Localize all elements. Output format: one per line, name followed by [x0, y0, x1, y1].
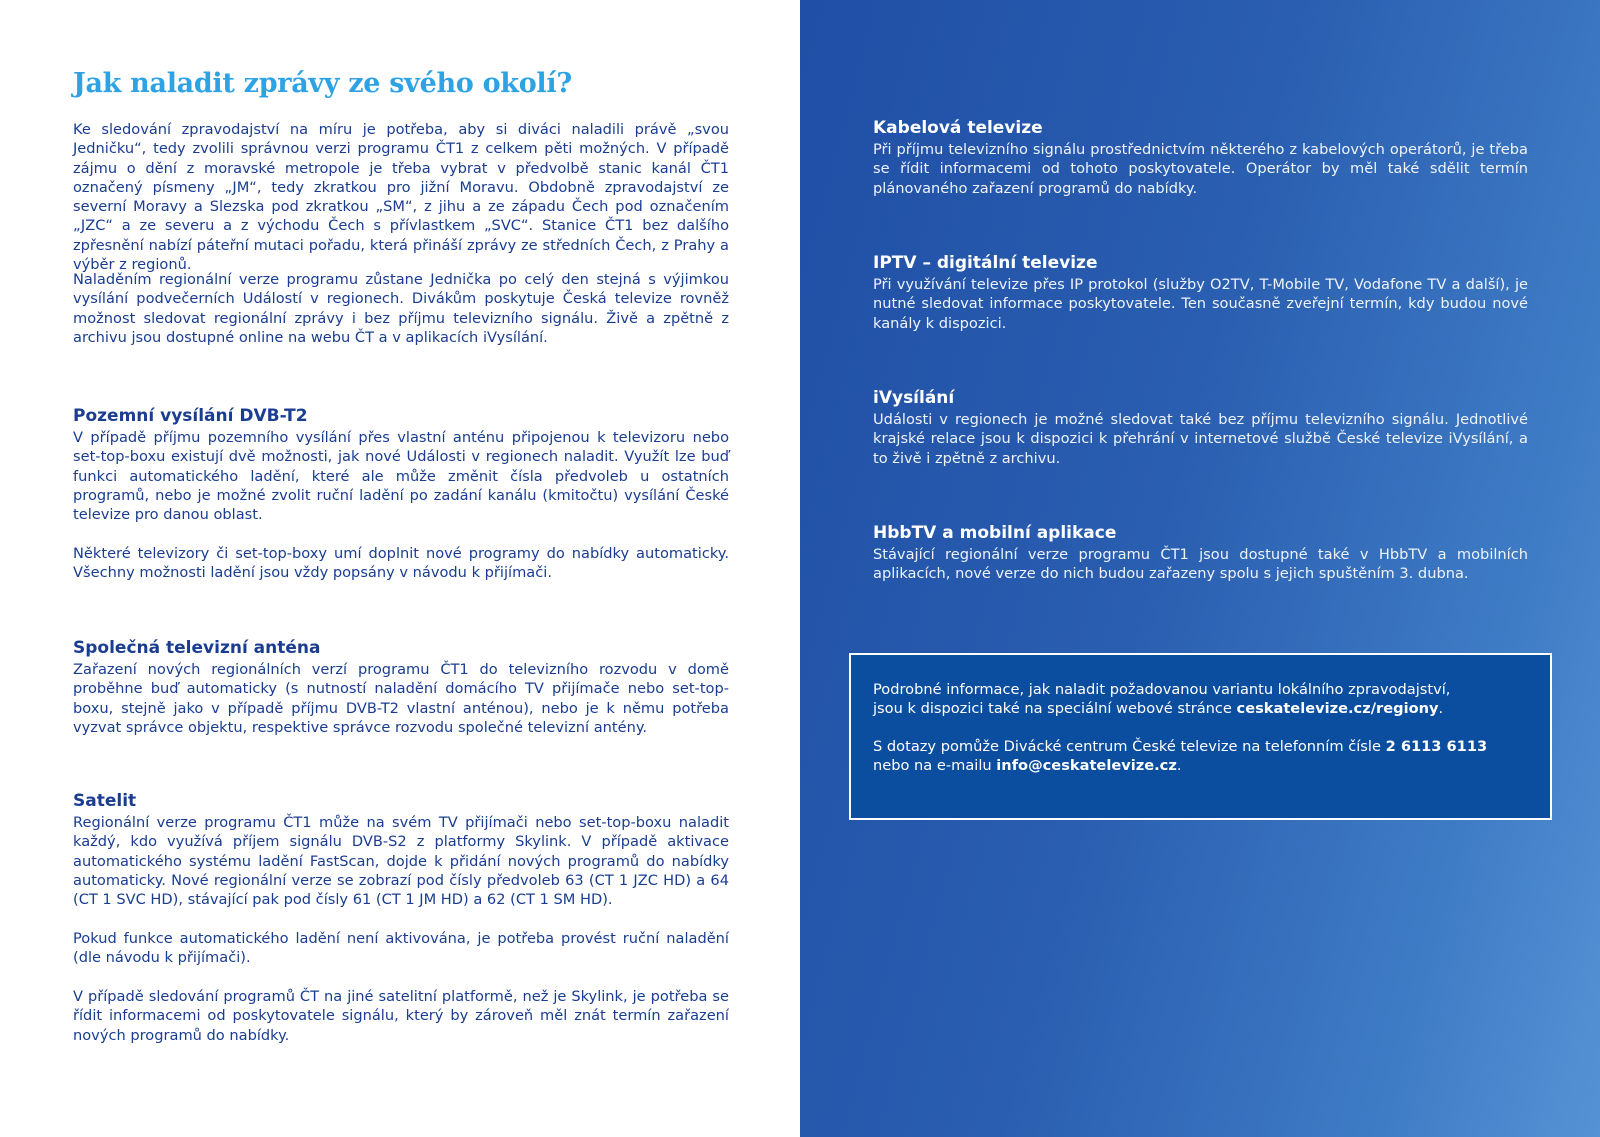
hbbtv-heading: HbbTV a mobilní aplikace	[873, 523, 1117, 543]
dvbt2-paragraph-2: Některé televizory či set-top-boxy umí doplnit nové programy do nabídky automaticky. Všechny možnosti ladění jsou vždy popsány v návodu k přijímači.	[73, 545, 729, 582]
website-link[interactable]: ceskatelevize.cz/regiony	[1236, 700, 1439, 717]
cable-paragraph: Při příjmu televizního signálu prostřednictvím některého z kabelových operátorů, je třeba se řídit informacemi od tohoto poskytovatele. Operátor by měl také sdělit termín plánovaného zařazení programů do nabídky.	[873, 141, 1528, 197]
info-line-2-end: .	[1438, 700, 1444, 717]
info-line-4-end: .	[1176, 757, 1182, 774]
ivysilani-paragraph: Události v regionech je možné sledovat také bez příjmu televizního signálu. Jednotlivé krajské relace jsou k dispozici k přehrání v internetové službě České televize iVysílání, a to živě i zpětně z archivu.	[873, 411, 1528, 467]
info-line-3-text: S dotazy pomůže Divácké centrum České televize na telefonním čísle	[873, 738, 1386, 755]
info-line-2	[873, 699, 1533, 718]
cable-heading: Kabelová televize	[873, 118, 1043, 138]
info-line-1: Podrobné informace, jak naladit požadovanou variantu lokálního zpravodajství,	[873, 681, 1451, 698]
info-line-4-text: nebo na e-mailu	[873, 757, 997, 774]
ivysilani-heading: iVysílání	[873, 388, 955, 408]
hbbtv-paragraph: Stávající regionální verze programu ČT1 jsou dostupné také v HbbTV a mobilních aplikacích, nové verze do nich budou zařazeny spolu s jejich spuštěním 3. dubna.	[873, 546, 1528, 583]
info-line-4	[873, 756, 1533, 775]
satelit-paragraph-2: Pokud funkce automatického ladění není aktivována, je potřeba provést ruční naladění (dle návodu k přijímači).	[73, 930, 729, 967]
intro-paragraph-2: Naladěním regionální verze programu zůstane Jednička po celý den stejná s výjimkou vysílání podvečerních Událostí v regionech. Divákům poskytuje Česká televize rovněž možnost sledovat regionální zprávy i bez příjmu televizního signálu. Živě a zpětně z archivu jsou dostupné online na webu ČT a v aplikacích iVysílání.	[73, 271, 729, 346]
email-link[interactable]: info@ceskatelevize.cz	[996, 757, 1177, 774]
phone-number[interactable]: 2 6113 6113	[1385, 738, 1488, 755]
satelit-heading: Satelit	[73, 791, 137, 811]
iptv-heading: IPTV – digitální televize	[873, 253, 1098, 273]
info-line-2-text: jsou k dispozici také na speciální webové stránce	[873, 700, 1237, 717]
satelit-paragraph-1: Regionální verze programu ČT1 může na svém TV přijímači nebo set-top-boxu naladit každý, kdo využívá příjem signálu DVB-S2 z platformy Skylink. V případě aktivace automatického systému ladění FastScan, dojde k přidání nových programů do nabídky automaticky. Nové regionální verze se zobrazí pod čísly předvoleb 63 (CT 1 JZC HD) a 64 (CT 1 SVC HD), stávající pak pod čísly 61 (CT 1 JM HD) a 62 (CT 1 SM HD).	[73, 814, 729, 909]
page-title: Jak naladit zprávy ze svého okolí?	[73, 68, 572, 99]
satelit-paragraph-3: V případě sledování programů ČT na jiné satelitní platformě, než je Skylink, je potřeba se řídit informacemi od poskytovatele signálu, který by zároveň měl znát termín zařazení nových programů do nabídky.	[73, 988, 729, 1044]
iptv-paragraph: Při využívání televize přes IP protokol (služby O2TV, T-Mobile TV, Vodafone TV a další), je nutné sledovat informace poskytovatele. Ten současně zveřejní termín, kdy budou nové kanály k dispozici.	[873, 276, 1528, 332]
info-line-3	[873, 737, 1533, 756]
antenna-paragraph: Zařazení nových regionálních verzí programu ČT1 do televizního rozvodu v domě proběhne buď automaticky (s nutností naladění domácího TV přijímače nebo set-top-boxu, stejně jako v případě příjmu DVB-T2 vlastní anténou), nebo je k němu potřeba vyzvat správce objektu, respektive správce rozvodu společné televizní antény.	[73, 661, 729, 736]
intro-paragraph-1: Ke sledování zpravodajství na míru je potřeba, aby si diváci naladili právě „svou Jedničku“, tedy zvolili správnou verzi programu ČT1 z celkem pěti možných. V případě zájmu o dění z moravské metropole je třeba vybrat v předvolbě stanic kanál ČT1 označený písmeny „JM“, tedy zkratkou pro jižní Moravu. Obdobně zpravodajství ze severní Moravy a Slezska pod zkratkou „SM“, z jihu a ze západu Čech pod označením „JZC“ a ze severu a z východu Čech s přívlastkem „SVC“. Stanice ČT1 bez dalšího zpřesnění nabízí páteřní mutaci pořadu, která přináší zprávy ze středních Čech, z Prahy a výběr z regionů.	[73, 121, 729, 274]
dvbt2-paragraph-1: V případě příjmu pozemního vysílání přes vlastní anténu připojenou k televizoru nebo set-top-boxu existují dvě možnosti, jak nové Události v regionech naladit. Využít lze buď funkci automatického ladění, které ale může změnit čísla předvoleb u ostatních programů, nebo je možné zvolit ruční ladění po zadání kanálu (kmitočtu) vysílání České televize pro danou oblast.	[73, 429, 729, 524]
dvbt2-heading: Pozemní vysílání DVB-T2	[73, 406, 308, 426]
antenna-heading: Společná televizní anténa	[73, 638, 321, 658]
